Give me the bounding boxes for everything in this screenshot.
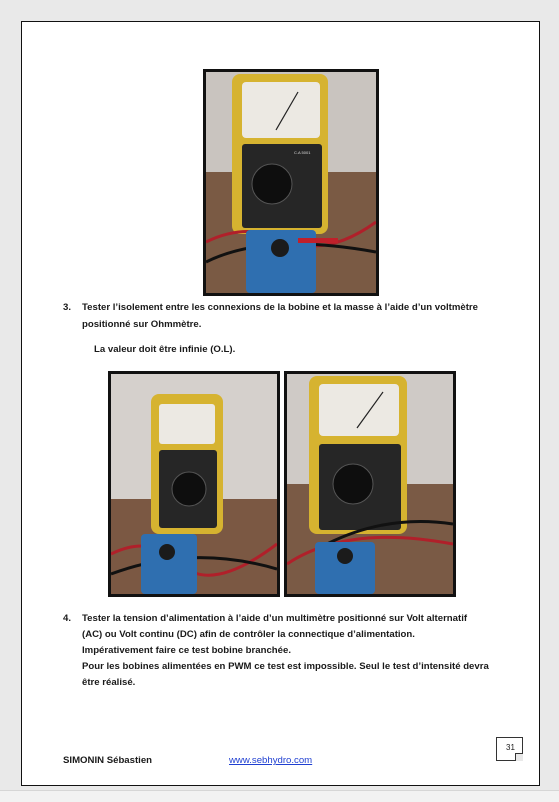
multimeter-photo-top	[203, 69, 379, 296]
item-4-line-1: Tester la tension d’alimentation à l’aide d’un multimètre positionné sur Volt alternatif	[82, 613, 468, 624]
item-4-line-5: être réalisé.	[82, 677, 136, 688]
item-3-note: La valeur doit être infinie (O.L).	[94, 344, 236, 355]
multimeter-photo-left	[108, 371, 280, 597]
viewer-bottom-strip	[0, 790, 559, 802]
item-3-line-1: Tester l’isolement entre les connexions de la bobine et la masse à l’aide d’un voltmètre	[82, 302, 478, 313]
item-4-line-2: (AC) ou Volt continu (DC) afin de contrôler la connectique d’alimentation.	[82, 629, 415, 640]
item-3-line-2: positionné sur Ohmmètre.	[82, 319, 202, 330]
multimeter-photo-right	[284, 371, 456, 597]
item-4-line-3: Impérativement faire ce test bobine branchée.	[82, 645, 292, 656]
footer-author: SIMONIN Sébastien	[63, 755, 153, 766]
page-number: 31	[506, 743, 515, 752]
item-4-number: 4.	[63, 613, 72, 624]
meter-label-text: C.A 5001	[294, 150, 311, 155]
footer-website-link[interactable]: www.sebhydro.com	[229, 755, 313, 766]
document-page	[21, 21, 540, 786]
page-number-box	[496, 737, 523, 761]
item-3-number: 3.	[63, 302, 72, 313]
item-4-line-4: Pour les bobines alimentées en PWM ce test est impossible. Seul le test d’intensité devra	[82, 661, 489, 672]
